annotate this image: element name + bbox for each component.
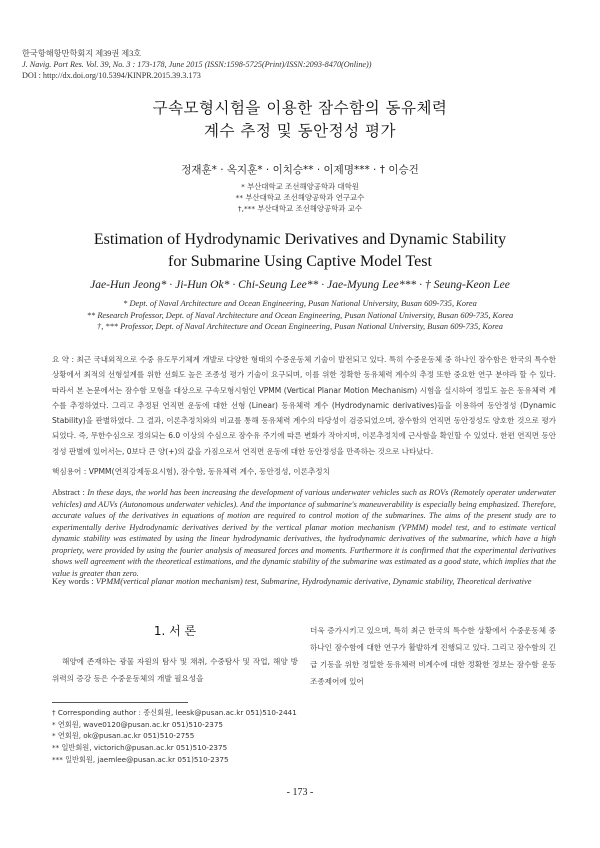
affiliations-korean: [0, 181, 600, 214]
section-title-introduction: 1. 서 론: [153, 624, 197, 638]
footnote-author-1: * 연회원, wave0120@pusan.ac.kr 051)510-2375: [52, 719, 223, 729]
footnote-author-2: * 연회원, ok@pusan.ac.kr 051)510-2755: [52, 731, 195, 741]
authors-english: Jae-Hun Jeong* · Ji-Hun Ok* · Chi-Seung Lee** · Jae-Myung Lee*** · † Seung-Keon Lee: [90, 278, 510, 291]
keywords-english-label: Key words :: [52, 576, 96, 586]
title-korean: [0, 97, 600, 143]
title-english-line1: Estimation of Hydrodynamic Derivatives and Dynamic Stability: [93, 231, 507, 248]
journal-name-ko: 한국항해항만학회지 제39권 제3호: [22, 49, 142, 58]
abstract-english-text: In these days, the world has been increasing the development of various underwater vehicles such as ROVs (Remotely operater underwater vehicles) and AUVs (Autonomous underwater vehicles). And the importance of submarine's maneuverability is especially being emphasized. Therefore, accurate values of the derivatives in equations of motion are required to control motion of the submarines. The aims of the present study are to experimentally derive Hydrodynamic derivatives derived by the vertical planar motion mechanism (VPMM) model test, and to estimate vertical dynamic stability was estimated by using the linear hydrodynamic derivatives, the hydrodynamic derivatives of the submarine, which have a high propriety, were provided by using the fourier analysis of measured forces and moments. Furthermore it is confirmed that the experimental derivatives shows well agreement with the theoretical estimations, and the dynamic stability of the submarine was estimated as a good state, which implies that the value is greater than zero.: [52, 488, 557, 578]
abstract-english-label: Abstract :: [52, 488, 88, 497]
keywords-english-text: VPMM(vertical planar motion mechanism) test, Submarine, Hydrodynamic derivative, Dynamic stability, Theoretical derivative: [95, 576, 532, 586]
body-column-right: [310, 622, 556, 690]
keywords-korean: 핵심용어 : VPMM(연직강제동요시험), 잠수함, 동유체력 계수, 동안정성, 이론추정치: [52, 467, 330, 476]
affiliation-ko-3: †,*** 부산대학교 조선해양공학과 교수: [237, 204, 363, 213]
title-english-line2: for Submarine Using Captive Model Test: [168, 252, 432, 270]
doi-line: DOI : http://dx.doi.org/10.5394/KINPR.2015.39.3.173: [22, 71, 201, 80]
journal-citation: J. Navig. Port Res. Vol. 39, No. 3 : 173-178, June 2015 (ISSN:1598-5725(Print)/ISSN:2093-8470(Online)): [22, 60, 372, 69]
affiliation-en-1: * Dept. of Naval Architecture and Ocean Engineering, Pusan National University, Busan 609-735, Korea: [123, 299, 477, 308]
affiliation-en-3: †, *** Professor, Dept. of Naval Architecture and Ocean Engineering, Pusan National University, Busan 609-735, Korea: [97, 322, 503, 332]
affiliation-en-2: ** Research Professor, Dept. of Naval Architecture and Ocean Engineering, Pusan National University, Busan 609-735, Korea: [86, 310, 514, 320]
footnote-divider: [52, 702, 188, 703]
footnote-corresponding: † Corresponding author : 종신회원, leesk@pusan.ac.kr 051)510-2441: [52, 708, 297, 717]
footnote-author-3: ** 일반회원, victorich@pusan.ac.kr 051)510-2375: [52, 743, 228, 753]
intro-paragraph-right: 더욱 증가시키고 있으며, 특히 최근 한국의 특수한 상황에서 수중운동체 중 하나인 잠수함에 대한 연구가 활발하게 진행되고 있다. 그리고 잠수함의 긴급 기동을 위한 정밀한 동유체력 비계수에 대한 정확한 정보는 잠수함 운동조종제어에 있어: [310, 626, 556, 686]
page-number: - 173 -: [286, 787, 314, 798]
body-column-left: [52, 622, 298, 687]
affiliation-ko-2: ** 부산대학교 조선해양공학과 연구교수: [235, 193, 365, 202]
title-english: [0, 229, 600, 272]
affiliation-ko-1: * 부산대학교 조선해양공학과 대학원: [241, 182, 359, 191]
title-korean-line2: 계수 추정 및 동안정성 평가: [204, 122, 396, 140]
journal-header: [22, 48, 582, 81]
authors-korean: 정재훈* · 옥지훈* · 이치승** · 이제명*** · † 이승건: [181, 164, 419, 176]
title-korean-line1: 구속모형시험을 이용한 잠수함의 동유체력: [152, 99, 448, 117]
abstract-korean: 요 약 : 최근 국내외적으로 수중 유도무기체계 개발로 다양한 형태의 수중운동체 기술이 발전되고 있다. 특히 수중운동체 중 하나인 잠수함은 한국의 특수한 상황에서 최적의 선형설계를 위한 선회도 높은 조종성 평가 기술이 요구되며, 이를 위한 정확한 동유체력 계수의 추정 또한 중요한 연구 분야라 할 수 있다. 따라서 본 논문에서는 잠수함 모형을 대상으로 구속모형시험인 VPMM (Vertical Planar Motion Mechanism) 시험을 실시하여 정밀도 높은 동유체력 계수를 추정하였다. 그리고 추정된 연직면 운동에 대한 선형 (Linear) 동유체력 계수 (Hydrodynamic derivatives)들을 이용하여 동안정성 (Dynamic Stability)을 판별하였다. 그 결과, 이론추정치와의 비교를 통해 동유체력 계수의 타당성이 검증되었으며, 잠수함의 연직면 동안정성도 양호한 것으로 평가되었다. 즉, 무한수심으로 정의되는 6.0 이상의 수심으로 잠수유 주기에 따른 변화가 작아지며, 이론추정치에 근사함을 확인할 수 있었다. 한편 연직면 동안정성 판별에 있어서는, 0보다 큰 양(+)의 값을 가짐으로서 연직면 운동에 대한 동안정성을 만족하는 것으로 나타났다.: [52, 355, 556, 456]
affiliations-english: [0, 298, 600, 333]
keywords-english: [52, 576, 556, 588]
footnote-author-4: *** 일반회원, jaemlee@pusan.ac.kr 051)510-2375: [52, 754, 229, 764]
footnotes: [52, 707, 352, 766]
abstract-english: [52, 487, 556, 579]
intro-paragraph-left: 해양에 존재하는 광물 자원의 탐사 및 채취, 수중탐사 및 작업, 해양 방위력의 증강 등은 수중운동체의 개발 필요성을: [52, 657, 298, 683]
